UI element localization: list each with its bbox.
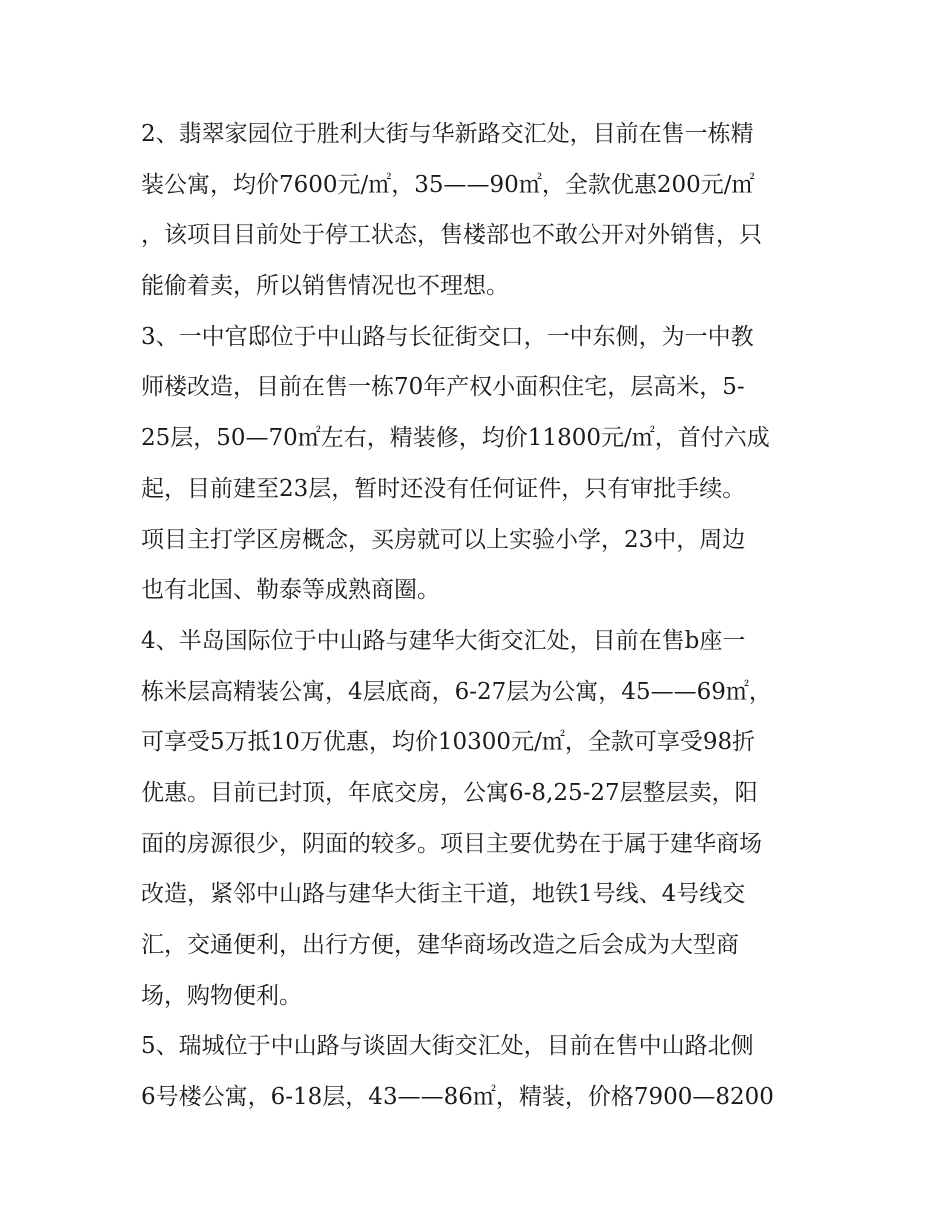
text-line: 4、半岛国际位于中山路与建华大街交汇处，目前在售b座一 bbox=[141, 627, 746, 654]
text-line: 改造，紧邻中山路与建华大街主干道，地铁1号线、4号线交 bbox=[141, 881, 746, 908]
text-line: 也有北国、勒泰等成熟商圈。 bbox=[141, 577, 440, 604]
text-line: 5、瑞城位于中山路与谈固大街交汇处，目前在售中山路北侧 bbox=[141, 1033, 754, 1060]
text-line: 能偷着卖，所以销售情况也不理想。 bbox=[141, 273, 509, 300]
text-line: 3、一中官邸位于中山路与长征街交口，一中东侧，为一中教 bbox=[141, 323, 754, 350]
text-line: 汇，交通便利，出行方便，建华商场改造之后会成为大型商 bbox=[141, 932, 739, 958]
text-line: 起，目前建至23层，暂时还没有任何证件，只有审批手续。 bbox=[141, 475, 746, 502]
text-line: 装公寓，均价7600元/㎡，35——90㎡，全款优惠200元/㎡ bbox=[141, 171, 755, 198]
text-line: 师楼改造，目前在售一栋70年产权小面积住宅，层高米，5- bbox=[141, 374, 745, 401]
text-line: 可享受5万抵10万优惠，均价10300元/㎡，全款可享受98折 bbox=[141, 729, 756, 756]
text-line: 2、翡翠家园位于胜利大街与华新路交汇处，目前在售一栋精 bbox=[141, 121, 754, 147]
text-line: 项目主打学区房概念，买房就可以上实验小学，23中，周边 bbox=[141, 526, 746, 553]
text-line: ，该项目目前处于停工状态，售楼部也不敢公开对外销售，只 bbox=[141, 222, 762, 249]
text-line: 场，购物便利。 bbox=[141, 982, 302, 1009]
text-line: 栋米层高精装公寓，4层底商，6-27层为公寓，45——69㎡， bbox=[141, 678, 772, 705]
document-body bbox=[141, 109, 821, 1123]
text-line: 6号楼公寓，6-18层，43——86㎡，精装，价格7900—8200 bbox=[141, 1084, 774, 1111]
text-line: 优惠。目前已封顶，年底交房，公寓6-8,25-27层整层卖，阳 bbox=[141, 779, 758, 806]
text-line: 25层，50—70㎡左右，精装修，均价11800元/㎡，首付六成 bbox=[141, 425, 770, 452]
text-line: 面的房源很少，阴面的较多。项目主要优势在于属于建华商场 bbox=[141, 830, 762, 857]
